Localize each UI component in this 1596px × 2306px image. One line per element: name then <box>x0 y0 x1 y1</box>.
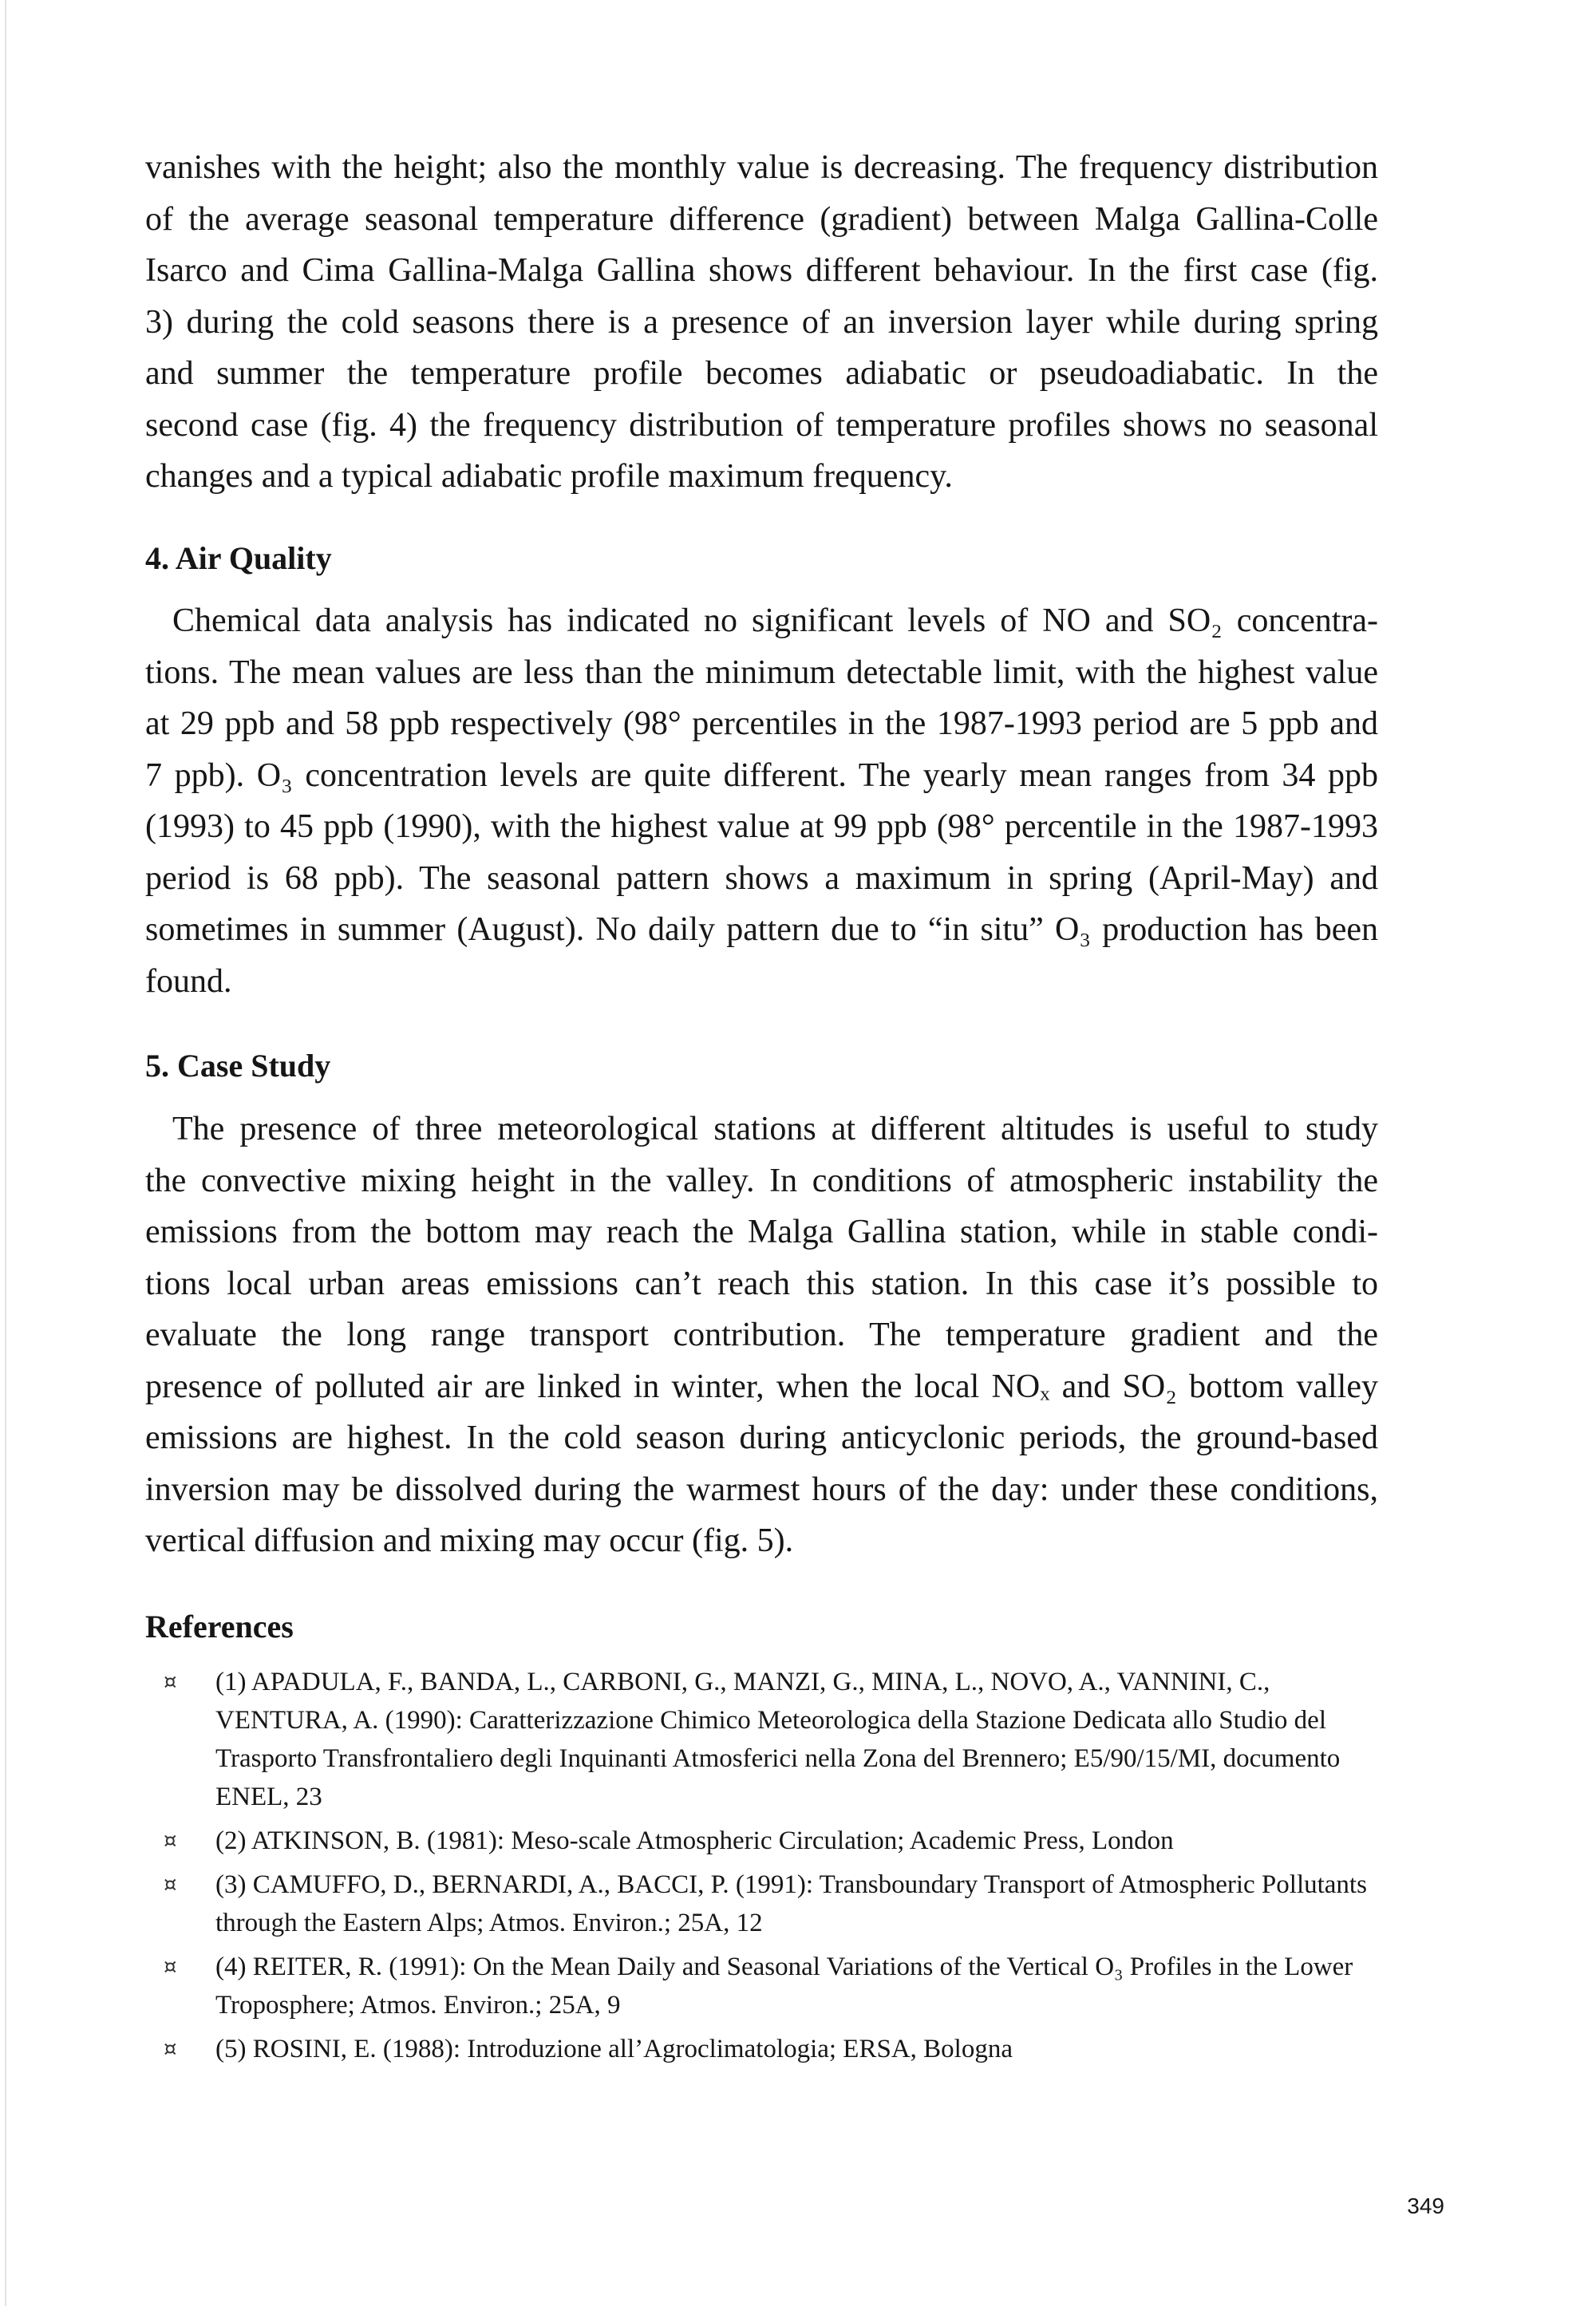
text-line: 3) during the cold seasons there is a presence of an inversion layer while during spring <box>145 303 1378 341</box>
reference-bullet-icon: ¤ <box>164 1829 177 1853</box>
case-study-paragraph <box>145 1104 1378 1567</box>
text-line: and summer the temperature profile becomes adiabatic or pseudoadiabatic. In the <box>145 355 1378 392</box>
text-line: Chemical data analysis has indicated no significant levels of NO and SO₂ concentra- <box>172 602 1378 639</box>
text-line: presence of polluted air are linked in winter, when the local NOₓ and SO₂ bottom valley <box>145 1368 1378 1405</box>
reference-text: (3) CAMUFFO, D., BERNARDI, A., BACCI, P. (1991): Transboundary Transport of Atmospheric Pollutants through the Eastern Alps; Atmos. Environ.; 25A, 12 <box>215 1870 1367 1937</box>
text-line: vanishes with the height; also the monthly value is decreasing. The frequency distribution <box>145 149 1378 186</box>
reference-item <box>164 1948 1378 2024</box>
text-line: (1993) to 45 ppb (1990), with the highest value at 99 ppb (98° percentile in the 1987-1993 <box>145 808 1378 845</box>
reference-text: (4) REITER, R. (1991): On the Mean Daily and Seasonal Variations of the Vertical O₃ Profiles in the Lower Troposphere; Atmos. Environ.; 25A, 9 <box>215 1953 1353 2020</box>
reference-bullet-icon: ¤ <box>164 2037 177 2061</box>
reference-text: (2) ATKINSON, B. (1981): Meso-scale Atmospheric Circulation; Academic Press, London <box>215 1826 1174 1855</box>
reference-bullet-icon: ¤ <box>164 1670 177 1694</box>
text-line: emissions are highest. In the cold season during anticyclonic periods, the ground-based <box>145 1420 1378 1456</box>
text-line: evaluate the long range transport contribution. The temperature gradient and the <box>145 1317 1378 1353</box>
text-line: The presence of three meteorological stations at different altitudes is useful to study <box>172 1111 1378 1147</box>
reference-item <box>164 2030 1378 2068</box>
reference-item <box>164 1663 1378 1816</box>
text-line: inversion may be dissolved during the warmest hours of the day: under these conditions, <box>145 1471 1378 1508</box>
text-line: Isarco and Cima Gallina-Malga Gallina shows different behaviour. In the first case (fig. <box>145 252 1378 289</box>
text-line: the convective mixing height in the valley. In conditions of atmospheric instability the <box>145 1162 1378 1199</box>
scan-edge-line <box>5 0 6 2306</box>
reference-item <box>164 1866 1378 1942</box>
text-line: at 29 ppb and 58 ppb respectively (98° percentiles in the 1987-1993 period are 5 ppb and <box>145 705 1378 742</box>
text-line: changes and a typical adiabatic profile maximum frequency. <box>145 458 953 495</box>
text-line: of the average seasonal temperature difference (gradient) between Malga Gallina-Colle <box>145 200 1378 238</box>
page-number: 349 <box>1407 2193 1444 2218</box>
reference-text: (5) ROSINI, E. (1988): Introduzione all’Agroclimatologia; ERSA, Bologna <box>215 2035 1013 2063</box>
text-line: second case (fig. 4) the frequency distribution of temperature profiles shows no seasonal <box>145 406 1378 444</box>
text-line: vertical diffusion and mixing may occur (fig. 5). <box>145 1522 794 1559</box>
text-line: tions local urban areas emissions can’t reach this station. In this case it’s possible to <box>145 1265 1378 1302</box>
text-line: period is 68 ppb). The seasonal pattern shows a maximum in spring (April-May) and <box>145 859 1378 897</box>
reference-text: (1) APADULA, F., BANDA, L., CARBONI, G., MANZI, G., MINA, L., NOVO, A., VANNINI, C., VENTURA, A. (1990): Caratterizzazione Chimico Meteorologica della Stazione Dedicata allo Studio del Trasporto Transfrontaliero degli Inquinanti Atmosferici nella Zona del Brennero; E5/90/15/MI, documento ENEL, 23 <box>215 1668 1341 1811</box>
text-line: sometimes in summer (August). No daily pattern due to “in situ” O₃ production has been <box>145 911 1378 948</box>
reference-item <box>164 1822 1378 1860</box>
air-quality-paragraph <box>145 595 1378 1007</box>
intro-paragraph <box>145 142 1378 503</box>
section-heading-case-study: 5. Case Study <box>145 1048 331 1084</box>
reference-bullet-icon: ¤ <box>164 1955 177 1979</box>
section-heading-air-quality: 4. Air Quality <box>145 540 332 576</box>
text-line: emissions from the bottom may reach the Malga Gallina station, while in stable condi- <box>145 1214 1378 1250</box>
text-line: found. <box>145 962 232 1000</box>
references-list <box>164 1663 1378 2074</box>
text-line: tions. The mean values are less than the minimum detectable limit, with the highest value <box>145 653 1378 691</box>
text-line: 7 ppb). O₃ concentration levels are quite different. The yearly mean ranges from 34 ppb <box>145 756 1378 794</box>
references-heading: References <box>145 1609 294 1645</box>
reference-bullet-icon: ¤ <box>164 1873 177 1897</box>
